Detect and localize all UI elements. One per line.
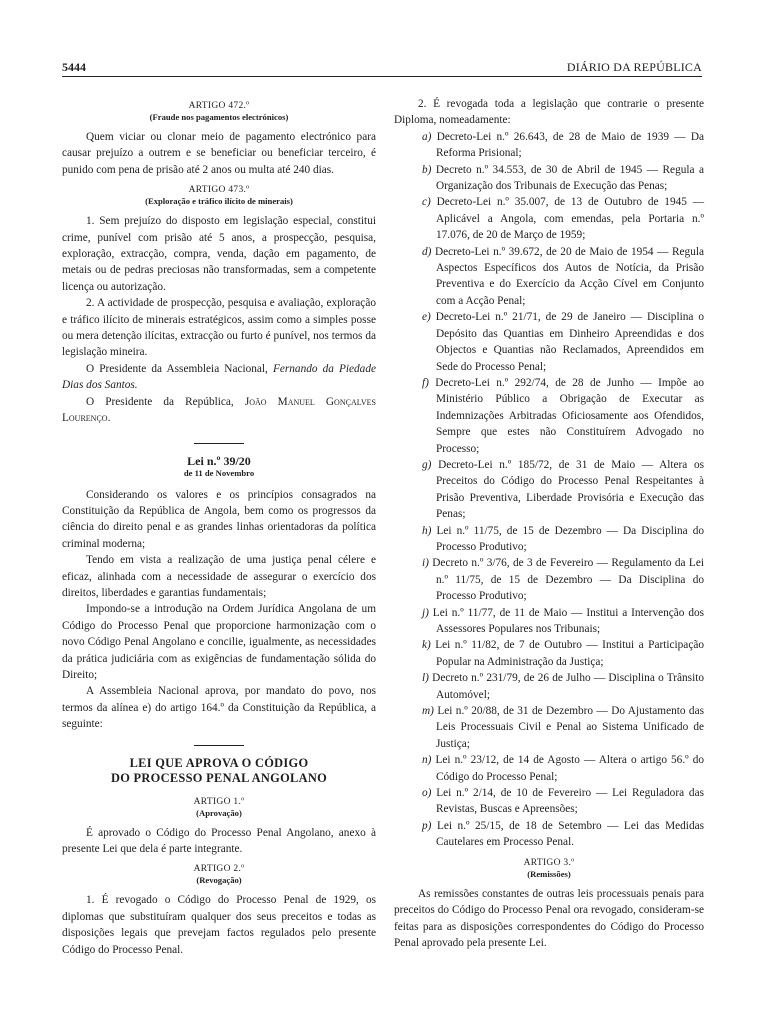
list-item — [394, 703, 704, 752]
list-item-letter: i) — [422, 557, 429, 570]
page-header — [62, 58, 702, 76]
article-2-title: ARTIGO 2.º — [193, 864, 245, 875]
article-3-subtitle: (Remissões) — [527, 868, 571, 879]
right-column — [394, 96, 704, 951]
list-item — [394, 818, 704, 851]
list-item-text: Decreto-Lei n.º 35.007, de 13 de Outubro de 1945 — Aplicável a Angola, com emendas, pela Portaria n.º 17.076, de 20 de Março de 1959; — [436, 196, 704, 242]
header-rule — [62, 76, 702, 77]
list-item — [394, 555, 704, 604]
list-item-letter: e) — [422, 311, 431, 324]
law-heading-line-2: DO PROCESSO PENAL ANGOLANO — [110, 770, 328, 785]
section-divider — [194, 745, 244, 746]
list-item-letter: j) — [422, 606, 429, 619]
law-title: Lei n.º 39/20 — [187, 453, 251, 468]
list-item — [394, 523, 704, 556]
list-item-text: Decreto-Lei n.º 292/74, de 28 de Junho — Impõe ao Ministério Público a Obrigação de Executar as Indemnizações Arbitradas Oficiosamente aos Ofendidos, Sempre que estes não Constituírem Advogado no Processo; — [435, 376, 704, 455]
list-item-text: Lei n.º 2/14, de 10 de Fevereiro — Lei Reguladora das Revistas, Buscas e Apreensões; — [436, 787, 704, 816]
preamble-paragraph: Considerando os valores e os princípios consagrados na Constituição da República de Angola, bem como os progressos da ciência do direito penal e as grandes linhas orientadoras da política criminal moderna; — [62, 488, 376, 550]
list-item-letter: g) — [422, 458, 432, 471]
list-item — [394, 457, 704, 523]
list-item-letter: n) — [422, 754, 432, 767]
list-item-letter: b) — [422, 163, 432, 176]
article-472-text: Quem viciar ou clonar meio de pagamento electrónico para causar prejuízo a outrem e se beneficiar ou beneficiar terceiro, é punido com pena de prisão até 2 anos ou multa até 240 dias. — [62, 131, 376, 176]
list-item — [394, 194, 704, 243]
list-item-letter: p) — [422, 819, 432, 832]
article-3-text: As remissões constantes de outras leis processuais penais para preceitos do Código do Processo Penal ora revogado, consideram-se feitas para as disposições correspondentes do Código do Processo Penal aprovado pela presente Lei. — [394, 887, 704, 949]
list-item-letter: c) — [422, 196, 431, 209]
article-1-title: ARTIGO 1.º — [193, 796, 245, 807]
law-heading-line-1: LEI QUE APROVA O CÓDIGO — [129, 755, 309, 770]
list-item-letter: l) — [422, 672, 429, 685]
article-2-subtitle: (Revogação) — [196, 875, 242, 886]
list-item-letter: k) — [422, 639, 431, 652]
left-column — [62, 96, 376, 958]
article-473-paragraph-1: 1. Sem prejuízo do disposto em legislação especial, constitui crime, punível com prisão até 5 anos, a prospecção, pesquisa, exploração, extracção, compra, venda, dação em pagamento, de metais ou de pedras preciosas não transformadas, sem a competente licença ou autorização. — [62, 215, 376, 293]
list-item-text: Decreto-Lei n.º 39.672, de 20 de Maio de 1954 — Regula Aspectos Específicos dos Autos de Notícia, da Prisão Preventiva e do Exercício da Acção Cível em Conjunto com a Acção Penal; — [434, 245, 704, 307]
article-472-subtitle: (Fraude nos pagamentos electrónicos) — [149, 112, 289, 122]
list-item — [394, 670, 704, 703]
list-item — [394, 752, 704, 785]
section-divider — [194, 443, 244, 444]
list-item-text: Decreto-Lei n.º 26.643, de 28 de Maio de 1939 — Da Reforma Prisional; — [436, 130, 705, 160]
page-number: 5444 — [62, 60, 86, 74]
revoked-legislation-list — [394, 129, 704, 851]
list-item — [394, 162, 704, 195]
list-item — [394, 375, 704, 457]
list-item — [394, 244, 704, 310]
list-item-text: Lei n.º 25/15, de 18 de Setembro — Lei das Medidas Cautelares em Processo Penal. — [436, 819, 705, 849]
article-473-subtitle: (Exploração e tráfico ilícito de minerais) — [145, 196, 293, 207]
article-1-subtitle: (Aprovação) — [196, 807, 242, 818]
law-heading — [62, 756, 376, 786]
preamble-paragraph: Tendo em vista a realização de uma justiça penal célere e eficaz, alinhada com a necessidade de assegurar o exercício dos direitos, liberdades e garantias fundamentais; — [62, 554, 376, 599]
list-item — [394, 129, 704, 162]
list-item-letter: m) — [422, 705, 434, 718]
list-item — [394, 785, 704, 818]
article-473-paragraph-2: 2. A actividade de prospecção, pesquisa e avaliação, exploração e tráfico ilícito de minerais estratégicos, assim como a simples posse ou mera detenção ilícitas, extracção ou furto é punível, nos termos da legislação mineira. — [62, 297, 376, 359]
preamble-paragraph: Impondo-se a introdução na Ordem Jurídica Angolana de um Código do Processo Penal que proporcione harmonização com o novo Código Penal Angolano e concilie, igualmente, as necessidades da prática judiciária com as exigências de fundamentação sólida do Direito; — [62, 603, 376, 681]
article-2-text: 1. É revogado o Código do Processo Penal de 1929, os diplomas que substituíram qualquer dos seus preceitos e todas as disposições legais que prevejam factos regulados pelo presente Código do Processo Penal. — [62, 894, 376, 956]
signature-assembly-president: O Presidente da Assembleia Nacional, Fernando da Piedade Dias dos Santos. — [62, 362, 376, 392]
list-item-text: Decreto-Lei n.º 185/72, de 31 de Maio — Altera os Preceitos do Código do Processo Penal Respeitantes à Prisão Preventiva, Liberdade Provisória e Execução das Penas; — [436, 458, 705, 521]
law-date: de 11 de Novembro — [183, 467, 255, 478]
revocation-intro: 2. É revogada toda a legislação que contrarie o presente Diploma, nomeadamente: — [394, 98, 704, 127]
journal-title: DIÁRIO DA REPÚBLICA — [566, 60, 702, 74]
list-item-text: Decreto n.º 231/79, de 26 de Julho — Disciplina o Trânsito Automóvel; — [432, 672, 705, 701]
list-item-text: Decreto n.º 34.553, de 30 de Abril de 1945 — Regula a Organização dos Tribunais de Execução das Penas; — [435, 163, 705, 193]
preamble-paragraph: A Assembleia Nacional aprova, por mandato do povo, nos termos da alínea e) do artigo 164.º da Constituição da República, a seguinte: — [62, 685, 376, 731]
list-item-letter: h) — [422, 524, 432, 537]
list-item-text: Lei n.º 20/88, de 31 de Dezembro — Do Ajustamento das Leis Processuais Civil e Penal ao Sistema Unificado de Justiça; — [436, 705, 704, 750]
article-472-title: ARTIGO 472.º — [188, 101, 250, 111]
list-item-text: Lei n.º 11/82, de 7 de Outubro — Institui a Participação Popular na Administração da Justiça; — [435, 639, 704, 668]
article-1-text: É aprovado o Código do Processo Penal Angolano, anexo à presente Lei que dela é parte integrante. — [62, 826, 376, 855]
list-item-text: Lei n.º 11/75, de 15 de Dezembro — Da Disciplina do Processo Produtivo; — [436, 524, 705, 553]
list-item-letter: o) — [422, 787, 432, 800]
list-item-text: Lei n.º 23/12, de 14 de Agosto — Altera o artigo 56.º do Código do Processo Penal; — [435, 754, 704, 783]
list-item — [394, 605, 704, 638]
article-3-title: ARTIGO 3.º — [523, 857, 575, 868]
list-item-text: Decreto n.º 3/76, de 3 de Fevereiro — Regulamento da Lei n.º 11/75, de 15 de Dezembro — Da Disciplina do Processo Produtivo; — [432, 557, 704, 603]
list-item — [394, 309, 704, 375]
signature-republic-president: O Presidente da República, João Manuel Gonçalves Lourenço. — [62, 395, 376, 425]
list-item-letter: d) — [422, 245, 432, 258]
list-item — [394, 637, 704, 670]
list-item-text: Lei n.º 11/77, de 11 de Maio — Institui a Intervenção dos Assessores Populares nos Tribunais; — [432, 606, 705, 635]
list-item-text: Decreto-Lei n.º 21/71, de 29 de Janeiro — Disciplina o Depósito das Quantias em Dinheiro Apreendidas e dos Objectos e Quantias não Reclamados, Apreendidos em Sede do Processo Penal; — [435, 311, 704, 373]
list-item-letter: f) — [422, 376, 429, 389]
article-473-title: ARTIGO 473.º — [188, 185, 250, 196]
list-item-letter: a) — [422, 130, 432, 143]
